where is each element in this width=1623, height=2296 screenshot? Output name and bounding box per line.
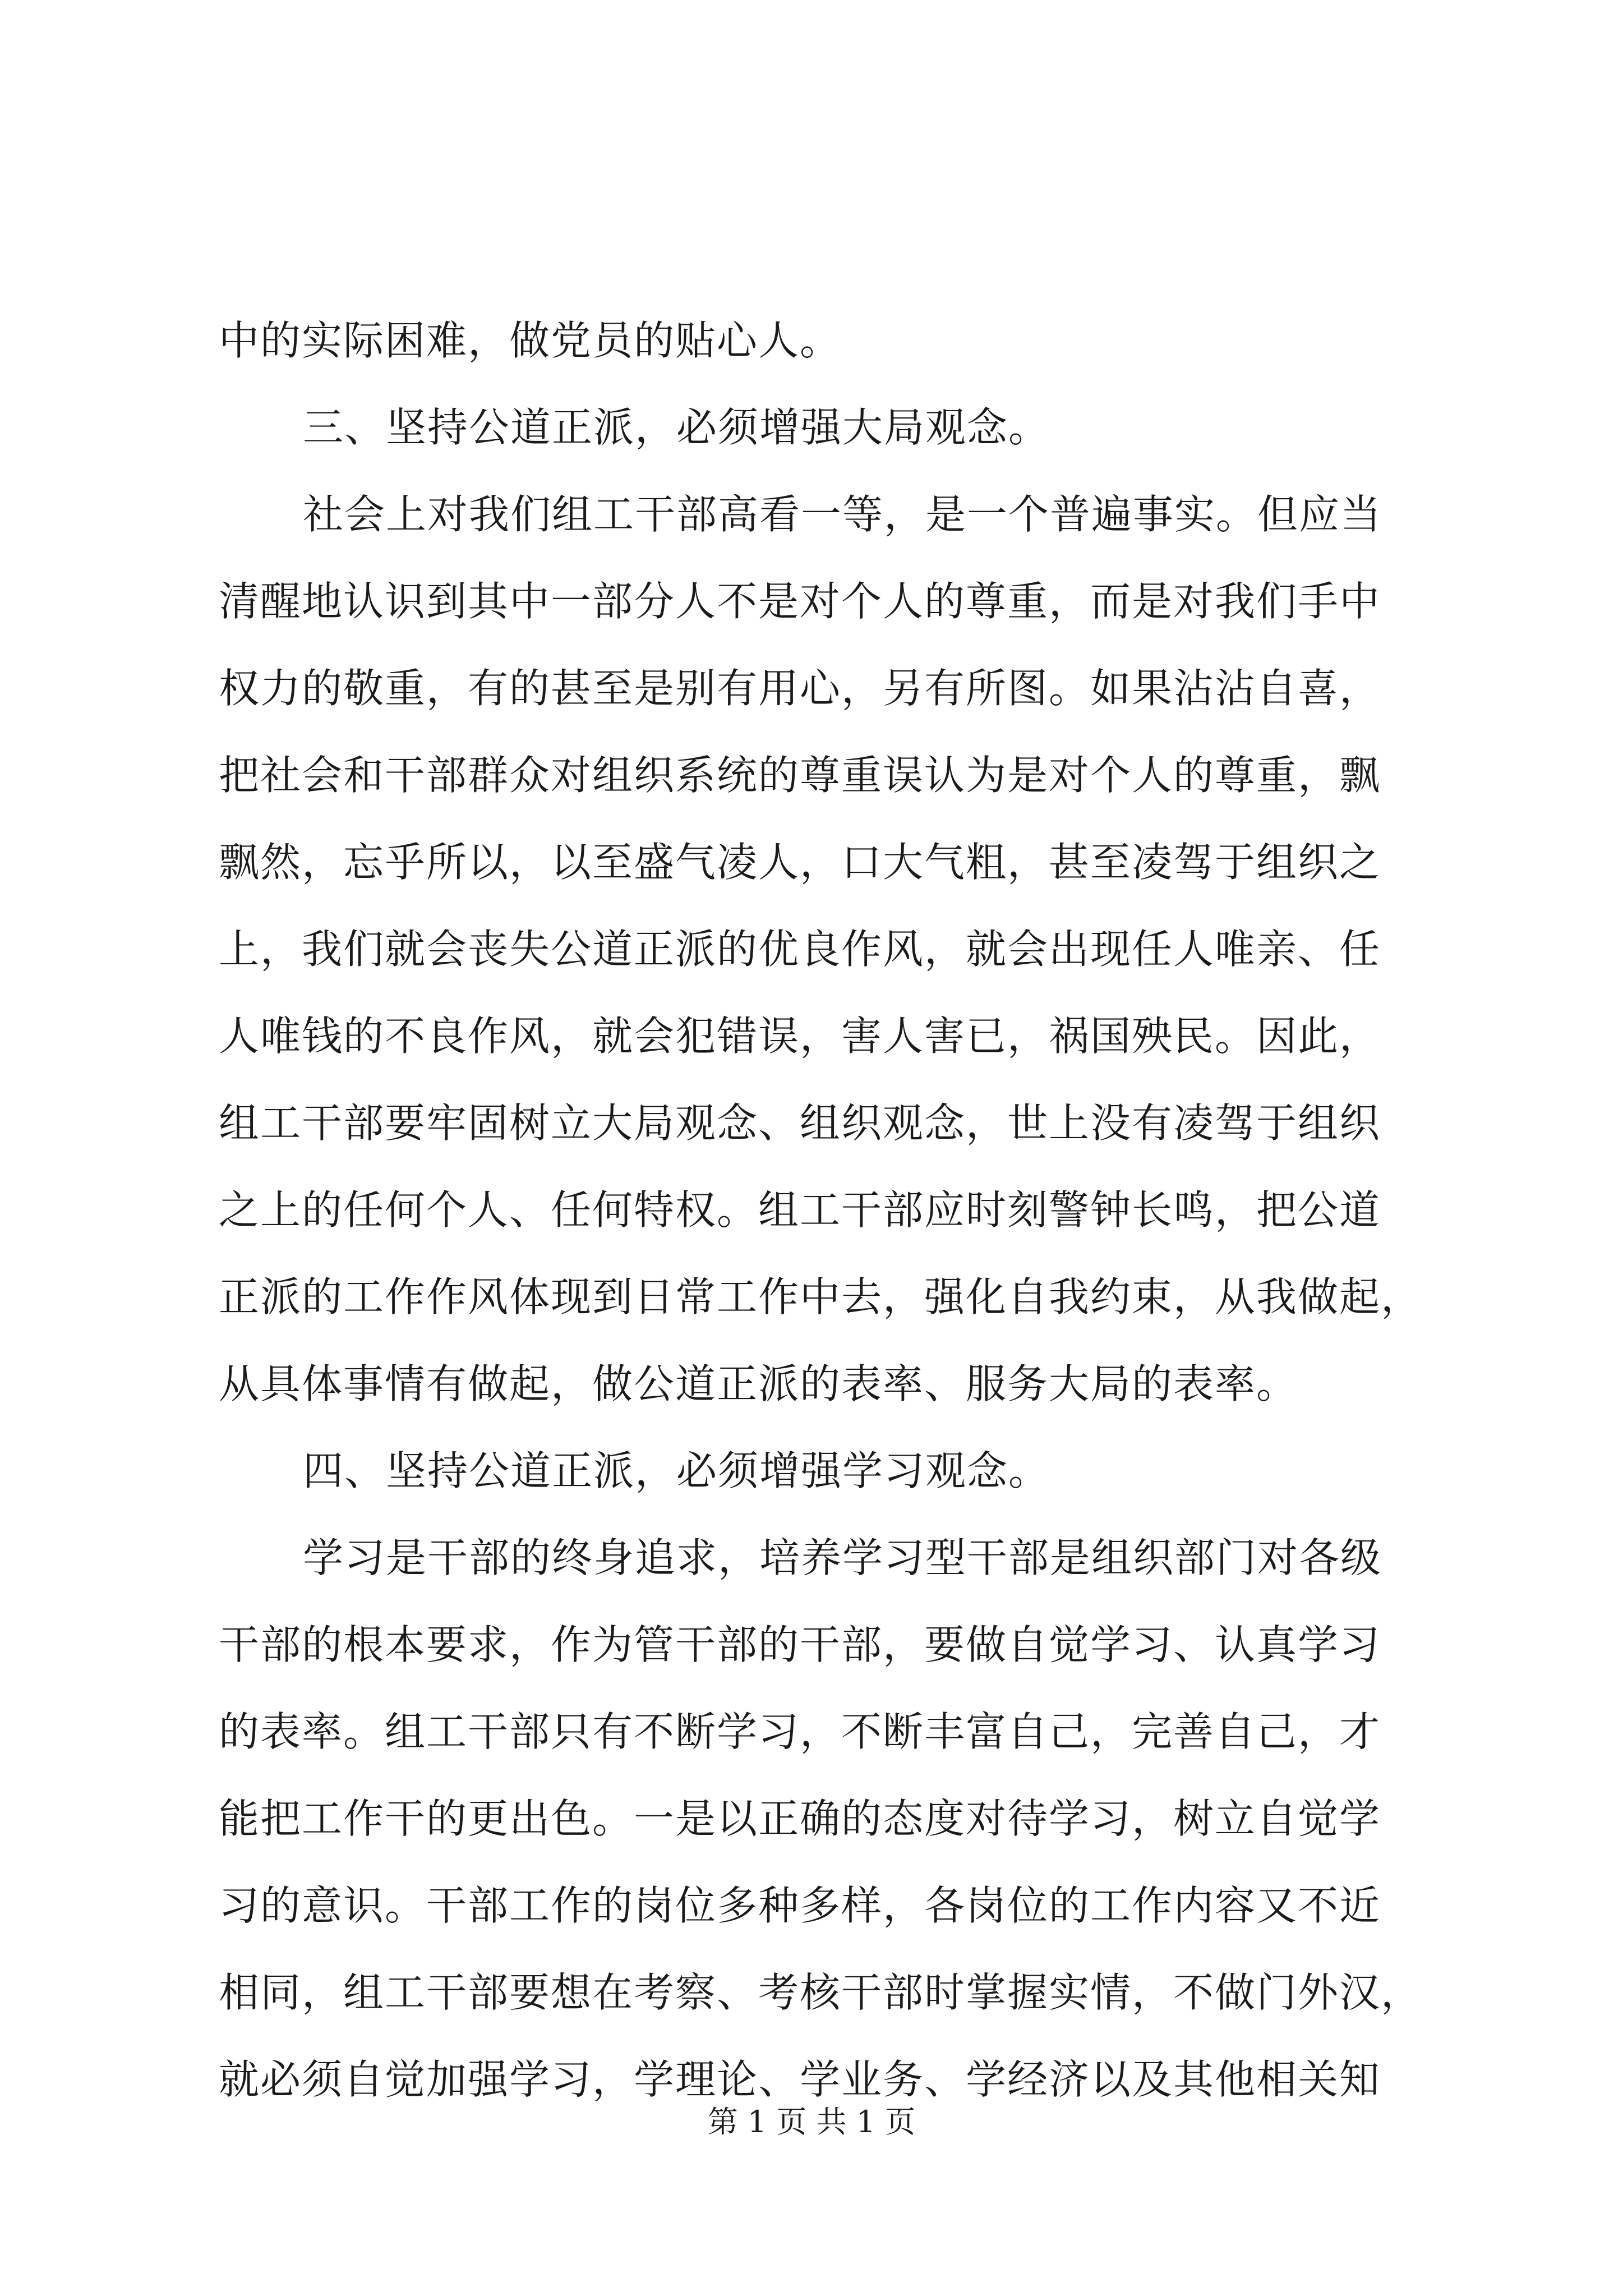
text-line: 把社会和干部群众对组织系统的尊重误认为是对个人的尊重，飘 bbox=[219, 752, 1381, 799]
text-line: 干部的根本要求，作为管干部的干部，要做自觉学习、认真学习 bbox=[219, 1621, 1381, 1668]
text-line: 学习是干部的终身追求，培养学习型干部是组织部门对各级 bbox=[303, 1534, 1382, 1581]
text-line: 相同，组工干部要想在考察、考核干部时掌握实情，不做门外汉， bbox=[219, 1969, 1423, 2016]
text-line: 清醒地认识到其中一部分人不是对个人的尊重，而是对我们手中 bbox=[219, 578, 1381, 625]
text-line: 之上的任何个人、任何特权。组工干部应时刻警钟长鸣，把公道 bbox=[219, 1186, 1381, 1234]
text-line: 飘然，忘乎所以，以至盛气凌人，口大气粗，甚至凌驾于组织之 bbox=[219, 839, 1381, 886]
text-line: 从具体事情有做起，做公道正派的表率、服务大局的表率。 bbox=[219, 1360, 1298, 1407]
text-line: 四、坚持公道正派，必须增强学习观念。 bbox=[303, 1447, 1050, 1494]
text-line: 正派的工作作风体现到日常工作中去，强化自我约束，从我做起， bbox=[219, 1273, 1423, 1320]
document-body bbox=[219, 297, 1423, 2123]
text-line: 中的实际困难，做党员的贴心人。 bbox=[219, 317, 842, 364]
text-line: 权力的敬重，有的甚至是别有用心，另有所图。如果沾沾自喜， bbox=[219, 665, 1381, 712]
text-line: 能把工作干的更出色。一是以正确的态度对待学习，树立自觉学 bbox=[219, 1795, 1381, 1842]
text-line: 社会上对我们组工干部高看一等，是一个普遍事实。但应当 bbox=[303, 491, 1382, 538]
text-line: 组工干部要牢固树立大局观念、组织观念，世上没有凌驾于组织 bbox=[219, 1099, 1381, 1147]
text-line: 习的意识。干部工作的岗位多种多样，各岗位的工作内容又不近 bbox=[219, 1882, 1381, 1929]
text-line: 的表率。组工干部只有不断学习，不断丰富自己，完善自己，才 bbox=[219, 1708, 1381, 1755]
page-footer: 第 1 页 共 1 页 bbox=[707, 2104, 916, 2139]
text-line: 人唯钱的不良作风，就会犯错误，害人害已，祸国殃民。因此， bbox=[219, 1013, 1381, 1060]
text-line: 上，我们就会丧失公道正派的优良作风，就会出现任人唯亲、任 bbox=[219, 926, 1381, 973]
text-line: 三、坚持公道正派，必须增强大局观念。 bbox=[303, 404, 1050, 451]
text-line: 就必须自觉加强学习，学理论、学业务、学经济以及其他相关知 bbox=[219, 2056, 1381, 2103]
